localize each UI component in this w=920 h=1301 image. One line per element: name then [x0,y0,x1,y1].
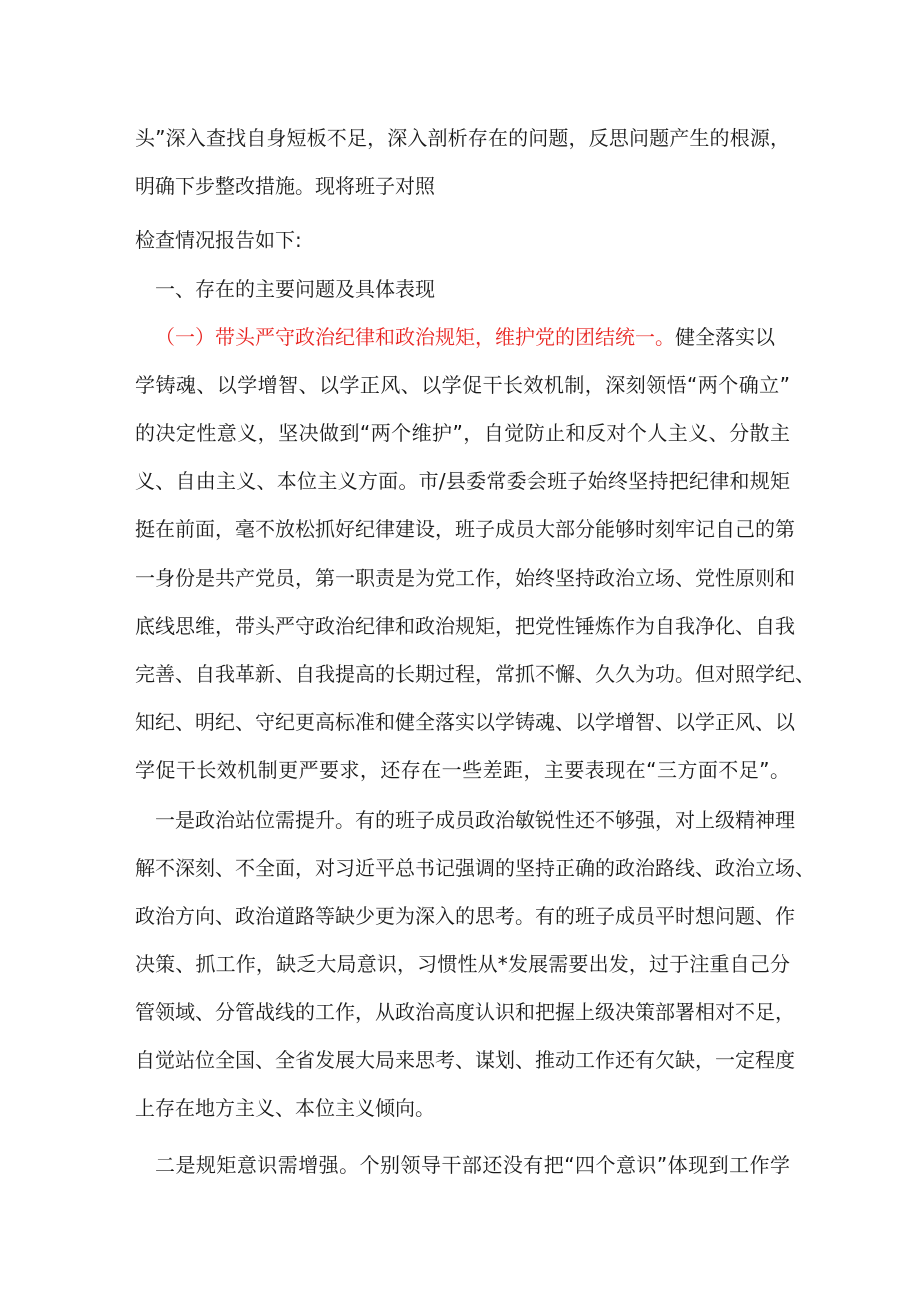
paragraph-line: 挺在前面，毫不放松抓好纪律建设，班子成员大部分能够时刻牢记自己的第 [135,517,795,541]
subsection-heading-line [155,325,790,349]
paragraph-line: 学铸魂、以学增智、以学正风、以学促干长效机制，深刻领悟“两个确立” [135,373,790,397]
paragraph-line: 明确下步整改措施。现将班子对照 [135,174,435,198]
paragraph-line: 管领域、分管战线的工作，从政治高度认识和把握上级决策部署相对不足， [135,1000,795,1024]
paragraph-line: 自觉站位全国、全省发展大局来思考、谋划、推动工作还有欠缺，一定程度 [135,1048,795,1072]
paragraph-line: 决策、抓工作，缺乏大局意识，习惯性从*发展需要出发，过于注重自己分 [135,952,790,976]
paragraph-line: 知纪、明纪、守纪更高标准和健全落实以学铸魂、以学增智、以学正风、以 [135,710,795,734]
paragraph-line: 一身份是共产党员，第一职责是为党工作，始终坚持政治立场、党性原则和 [135,566,795,590]
subsection-heading-tail: 健全落实以 [675,325,775,349]
section-heading: 一、存在的主要问题及具体表现 [155,277,435,301]
paragraph-line: 二是规矩意识需增强。个别领导干部还没有把“四个意识”体现到工作学 [155,1153,790,1177]
paragraph-line: 义、自由主义、本位主义方面。市/县委常委会班子始终坚持把纪律和规矩 [135,469,790,493]
paragraph-line: 检查情况报告如下: [135,228,302,252]
paragraph-line: 政治方向、政治道路等缺少更为深入的思考。有的班子成员平时想问题、作 [135,904,795,928]
paragraph-line: 解不深刻、不全面，对习近平总书记强调的坚持正确的政治路线、政治立场、 [135,856,815,880]
paragraph-line: 学促干长效机制更严要求，还存在一些差距，主要表现在“三方面不足”。 [135,758,790,782]
paragraph-line: 底线思维，带头严守政治纪律和政治规矩，把党性锤炼作为自我净化、自我 [135,614,795,638]
paragraph-line: 完善、自我革新、自我提高的长期过程，常抓不懈、久久为功。但对照学纪、 [135,662,815,686]
paragraph-line: 的决定性意义，坚决做到“两个维护”，自觉防止和反对个人主义、分散主 [135,421,790,445]
subsection-heading: （一）带头严守政治纪律和政治规矩，维护党的团结统一。 [155,325,675,349]
paragraph-line: 一是政治站位需提升。有的班子成员政治敏锐性还不够强，对上级精神理 [155,808,795,832]
paragraph-line: 头”深入查找自身短板不足，深入剖析存在的问题，反思问题产生的根源， [135,126,790,150]
paragraph-line: 上存在地方主义、本位主义倾向。 [135,1096,435,1120]
